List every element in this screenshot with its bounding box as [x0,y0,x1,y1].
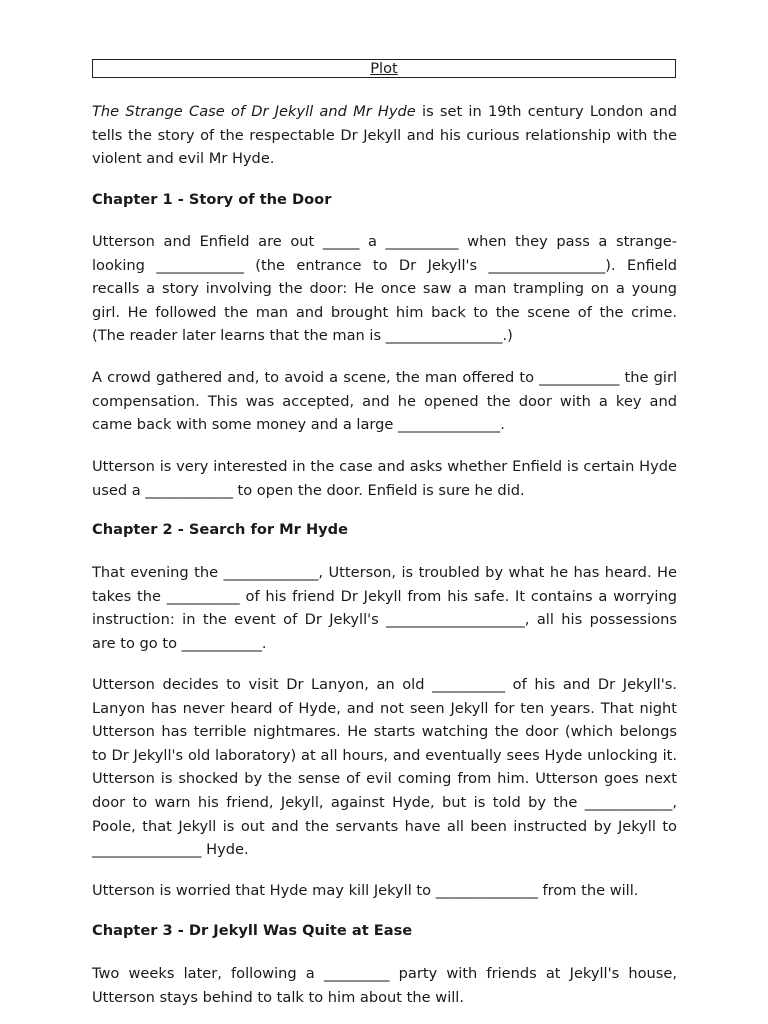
chapter-3-paragraph-1: Two weeks later, following a _________ party with friends at Jekyll's house, Utterson stays behind to talk to him about the will. [92,965,677,1006]
chapter-2-heading: Chapter 2 - Search for Mr Hyde [92,521,349,538]
chapter-1-paragraph-1 [92,230,677,348]
chapter-1-heading: Chapter 1 - Story of the Door [92,191,332,208]
book-title: The Strange Case of Dr Jekyll and Mr Hyde [92,103,416,120]
paragraph-line: girl. He followed the man and brought him back to the scene of the crime. [92,303,677,321]
chapter-3-heading: Chapter 3 - Dr Jekyll Was Quite at Ease [92,922,413,939]
title-box [92,59,676,78]
chapter-2-paragraph-1: That evening the _____________, Utterson, is troubled by what he has heard. He takes the __________ of his friend Dr Jekyll from his safe. It contains a worrying instruction: in the event of Dr Jekyll's ___________________, all his possessions are to go to ___________. [92,564,677,652]
chapter-2-paragraph-3: Utterson is worried that Hyde may kill Jekyll to ______________ from the will. [92,882,639,899]
chapter-1-paragraph-2: A crowd gathered and, to avoid a scene, the man offered to ___________ the girl compensation. This was accepted, and he opened the door with a key and came back with some money and a large ______________. [92,369,677,434]
paragraph-line: Utterson and Enfield are out _____ a __________ when they pass a strange- [92,233,677,250]
chapter-1-paragraph-3: Utterson is very interested in the case and asks whether Enfield is certain Hyde used a ____________ to open the door. Enfield is sure he did. [92,458,677,499]
chapter-2-paragraph-2: Utterson decides to visit Dr Lanyon, an old __________ of his and Dr Jekyll's. Lanyon has never heard of Hyde, and not seen Jekyll for ten years. That night Utterson has terrible nightmares. He starts watching the door (which belongs to Dr Jekyll's old laboratory) at all hours, and eventually sees Hyde unlocking it. Utterson is shocked by the sense of evil coming from him. Utterson goes next door to warn his friend, Jekyll, against Hyde, but is told by the ____________, Poole, that Jekyll is out and the servants have all been instructed by Jekyll to _______________ Hyde. [92,676,677,859]
intro-paragraph [92,100,677,171]
intro-text: is set in 19th century London and tells the story of the respectable Dr Jekyll and his curious relationship with the violent and evil Mr Hyde. [92,103,677,168]
page-title: Plot [370,60,398,77]
paragraph-line: (The reader later learns that the man is ________________.) [92,327,513,345]
paragraph-line: looking ____________ (the entrance to Dr Jekyll's ________________). Enfield [92,256,677,274]
paragraph-line: recalls a story involving the door: He once saw a man trampling on a young [92,280,677,298]
